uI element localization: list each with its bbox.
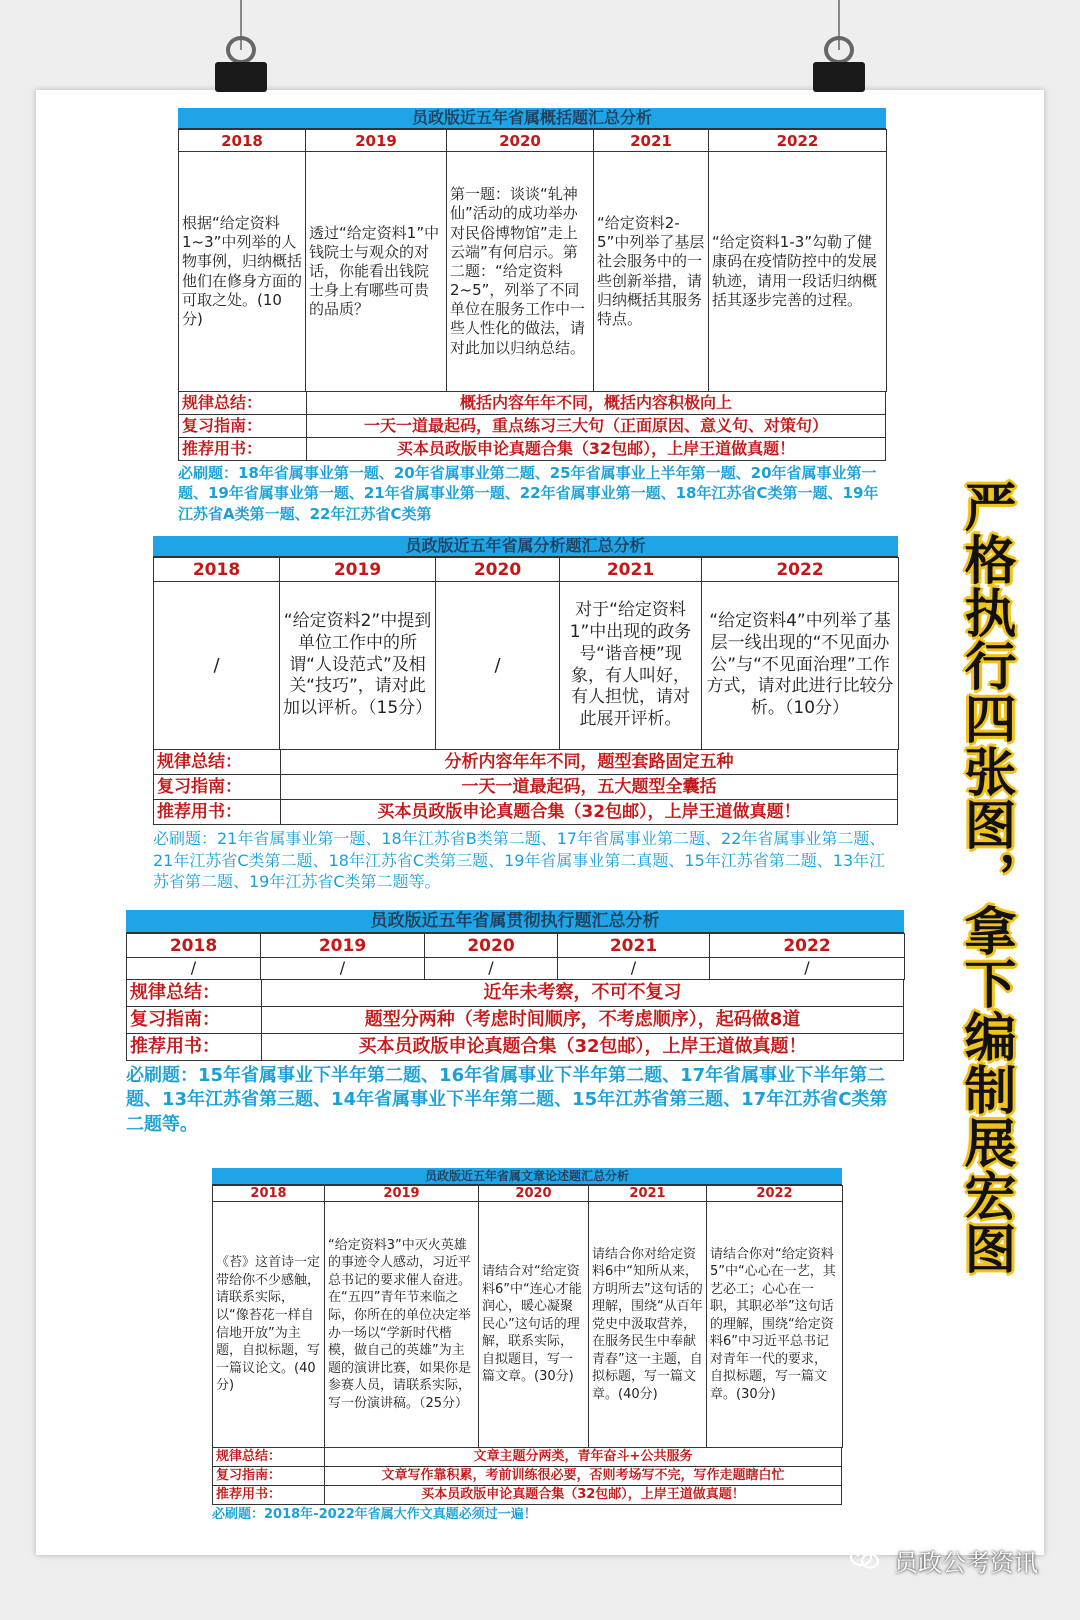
year-header: 2020	[425, 934, 558, 958]
section-summary-questions	[178, 108, 886, 524]
rule-summary-text: 文章主题分两类，青年奋斗+公共服务	[473, 1449, 693, 1464]
must-do-questions: 必刷题：21年省属事业第一题、18年江苏省B类第二题、17年省属事业第二题、22年省属事业第二题、21年江苏省C类第二题、18年江苏省C类第三题、19年省属事业第二真题、15年江苏省第二题、13年江苏省第二题、19年江苏省C类第二题等。	[153, 829, 886, 892]
questions-table	[126, 933, 905, 980]
year-header: 2021	[560, 558, 702, 582]
watermark	[850, 1543, 1038, 1578]
section-implementation-questions	[126, 910, 904, 1137]
question-cell: /	[127, 958, 261, 980]
recommended-book-row	[178, 438, 886, 461]
review-guide-row	[153, 775, 898, 800]
year-header: 2019	[306, 130, 447, 152]
rule-summary-text: 近年未考察，不可不复习	[483, 982, 682, 1003]
binder-clip-right	[813, 62, 865, 92]
recommended-book-text: 买本员政版申论真题合集（32包邮），上岸王道做真题！	[358, 1036, 807, 1057]
year-header: 2018	[154, 558, 280, 582]
year-header: 2019	[261, 934, 425, 958]
question-cell: /	[425, 958, 558, 980]
recommended-book-text: 买本员政版申论真题合集（32包邮），上岸王道做真题！	[377, 802, 801, 822]
year-header: 2018	[213, 1186, 325, 1202]
year-header: 2020	[479, 1186, 589, 1202]
review-guide-text: 文章写作靠积累，考前训练很必要，否则考场写不完，写作走题瞎白忙	[381, 1468, 785, 1483]
year-header: 2021	[558, 934, 710, 958]
binder-clip-ring-left	[226, 36, 256, 64]
rule-summary-row	[126, 980, 904, 1007]
recommended-book-label: 推荐用书：	[213, 1486, 325, 1504]
rule-summary-label: 规律总结：	[127, 980, 262, 1006]
section-essay-questions	[212, 1168, 842, 1524]
recommended-book-label: 推荐用书：	[179, 438, 307, 460]
question-cell: 请结合你对“给定资料5”中“心心在一艺，其艺必工；心心在一职，其职必举”这句话的理解，围绕“给定资料6”中习近平总书记对青年一代的要求，自拟标题，写一篇文章。(30分)	[707, 1202, 843, 1448]
year-header: 2020	[436, 558, 560, 582]
rule-summary-row	[178, 392, 886, 415]
year-header: 2018	[179, 130, 306, 152]
question-cell: /	[154, 582, 280, 750]
review-guide-label: 复习指南：	[179, 415, 307, 437]
must-do-questions: 必刷题：15年省属事业下半年第二题、16年省属事业下半年第二题、17年省属事业下半年第二题、13年江苏省第三题、14年省属事业下半年第二题、15年江苏省第三题、17年江苏省C类第二题等。	[126, 1065, 888, 1135]
review-guide-row	[178, 415, 886, 438]
recommended-book-label: 推荐用书：	[127, 1034, 262, 1060]
rule-summary-text: 概括内容年年不同，概括内容积极向上	[459, 393, 732, 412]
review-guide-text: 题型分两种（考虑时间顺序，不考虑顺序），起码做8道	[364, 1009, 801, 1030]
recommended-book-text: 买本员政版申论真题合集（32包邮），上岸王道做真题！	[396, 439, 796, 458]
year-header: 2022	[707, 1186, 843, 1202]
recommended-book-label: 推荐用书：	[154, 800, 281, 824]
review-guide-label: 复习指南：	[127, 1007, 262, 1033]
must-do-questions: 必刷题：18年省属事业第一题、20年省属事业第二题、25年省属事业上半年第一题、20年省属事业第一题、19年省属事业第一题、21年省属事业第一题、22年省属事业第一题、18年江苏省C类第一题、19年江苏省A类第一题、22年江苏省C类第	[178, 464, 879, 523]
rule-summary-row	[212, 1448, 842, 1467]
recommended-book-text: 买本员政版申论真题合集（32包邮），上岸王道做真题！	[421, 1487, 745, 1502]
year-header: 2022	[702, 558, 899, 582]
questions-table	[153, 557, 899, 750]
year-header: 2022	[710, 934, 905, 958]
question-cell: /	[558, 958, 710, 980]
year-header: 2021	[589, 1186, 707, 1202]
wechat-icon	[850, 1547, 880, 1577]
recommended-book-row	[153, 800, 898, 825]
year-header: 2022	[709, 130, 887, 152]
section-analysis-questions	[153, 536, 898, 893]
question-cell: “给定资料3”中灭火英雄的事迹令人感动，习近平总书记的要求催人奋进。在“五四”青年节来临之际，你所在的单位决定举办一场以“学新时代楷模，做自己的英雄”为主题的演讲比赛，如果你是参赛人员，请联系实际，写一份演讲稿。（25分）	[325, 1202, 479, 1448]
rule-summary-label: 规律总结：	[154, 750, 281, 774]
questions-table	[212, 1185, 843, 1448]
recommended-book-row	[126, 1034, 904, 1061]
watermark-text: 员政公考资讯	[894, 1549, 1038, 1577]
review-guide-text: 一天一道最起码，五大题型全囊括	[461, 777, 717, 797]
must-do-questions: 必刷题：2018年-2022年省属大作文真题必须过一遍！	[212, 1507, 537, 1522]
question-cell: 请结合你对给定资料6中“知所从来，方明所去”这句话的理解，围绕“从百年党史中汲取营养，在服务民生中奉献青春”这一主题，自拟标题，写一篇文章。(40分)	[589, 1202, 707, 1448]
question-cell: 请结合对“给定资料6”中“连心才能润心，暖心凝聚民心”这句话的理解，联系实际，自拟题目，写一篇文章。(30分)	[479, 1202, 589, 1448]
review-guide-label: 复习指南：	[154, 775, 281, 799]
review-guide-text: 一天一道最起码，重点练习三大句（正面原因、意义句、对策句）	[363, 416, 828, 435]
rule-summary-label: 规律总结：	[179, 392, 307, 414]
rule-summary-label: 规律总结：	[213, 1448, 325, 1466]
question-cell: “给定资料4”中列举了基层一线出现的“不见面办公”与“不见面治理”工作方式，请对此进行比较分析。（10分）	[702, 582, 899, 750]
review-guide-row	[212, 1467, 842, 1486]
question-cell: /	[261, 958, 425, 980]
year-header: 2019	[280, 558, 436, 582]
rule-summary-text: 分析内容年年不同，题型套路固定五种	[444, 752, 734, 772]
questions-table	[178, 129, 887, 392]
question-cell: “给定资料1-3”勾勒了健康码在疫情防控中的发展轨迹，请用一段话归纳概括其逐步完善的过程。	[709, 152, 887, 392]
section-title: 员政版近五年省属分析题汇总分析	[153, 536, 898, 557]
section-title: 员政版近五年省属概括题汇总分析	[178, 108, 886, 129]
year-header: 2020	[447, 130, 594, 152]
binder-clip-ring-right	[824, 36, 854, 64]
section-title: 员政版近五年省属贯彻执行题汇总分析	[126, 910, 904, 933]
side-slogan: 严格执行四张图，拿下编制展宏图	[955, 480, 1015, 1275]
review-guide-row	[126, 1007, 904, 1034]
question-cell: 对于“给定资料1”中出现的政务号“谐音梗”现象，有人叫好，有人担忧，请对此展开评析。	[560, 582, 702, 750]
section-title: 员政版近五年省属文章论述题汇总分析	[212, 1168, 842, 1185]
year-header: 2019	[325, 1186, 479, 1202]
review-guide-label: 复习指南：	[213, 1467, 325, 1485]
question-cell: “给定资料2-5”中列举了基层社会服务中的一些创新举措，请归纳概括其服务特点。	[594, 152, 709, 392]
question-cell: 第一题：谈谈“轧神仙”活动的成功举办对民俗博物馆”走上云端”有何启示。第二题：“给定资料2~5”，列举了不同单位在服务工作中一些人性化的做法，请对此加以归纳总结。	[447, 152, 594, 392]
binder-clip-left	[215, 62, 267, 92]
year-header: 2021	[594, 130, 709, 152]
question-cell: “给定资料2”中提到单位工作中的所谓“人设范式”及相关“技巧”，请对此加以评析。（15分）	[280, 582, 436, 750]
question-cell: 根据“给定资料 1~3”中列举的人物事例，归纳概括他们在修身方面的可取之处。(10 分)	[179, 152, 306, 392]
recommended-book-row	[212, 1486, 842, 1505]
question-cell: /	[436, 582, 560, 750]
rule-summary-row	[153, 750, 898, 775]
question-cell: /	[710, 958, 905, 980]
question-cell: 透过“给定资料1”中钱院士与观众的对话，你能看出钱院士身上有哪些可贵的品质？	[306, 152, 447, 392]
year-header: 2018	[127, 934, 261, 958]
question-cell: 《苔》这首诗一定带给你不少感触，请联系实际，以“像苔花一样自信地开放”为主题，自拟标题，写一篇议论文。(40 分)	[213, 1202, 325, 1448]
